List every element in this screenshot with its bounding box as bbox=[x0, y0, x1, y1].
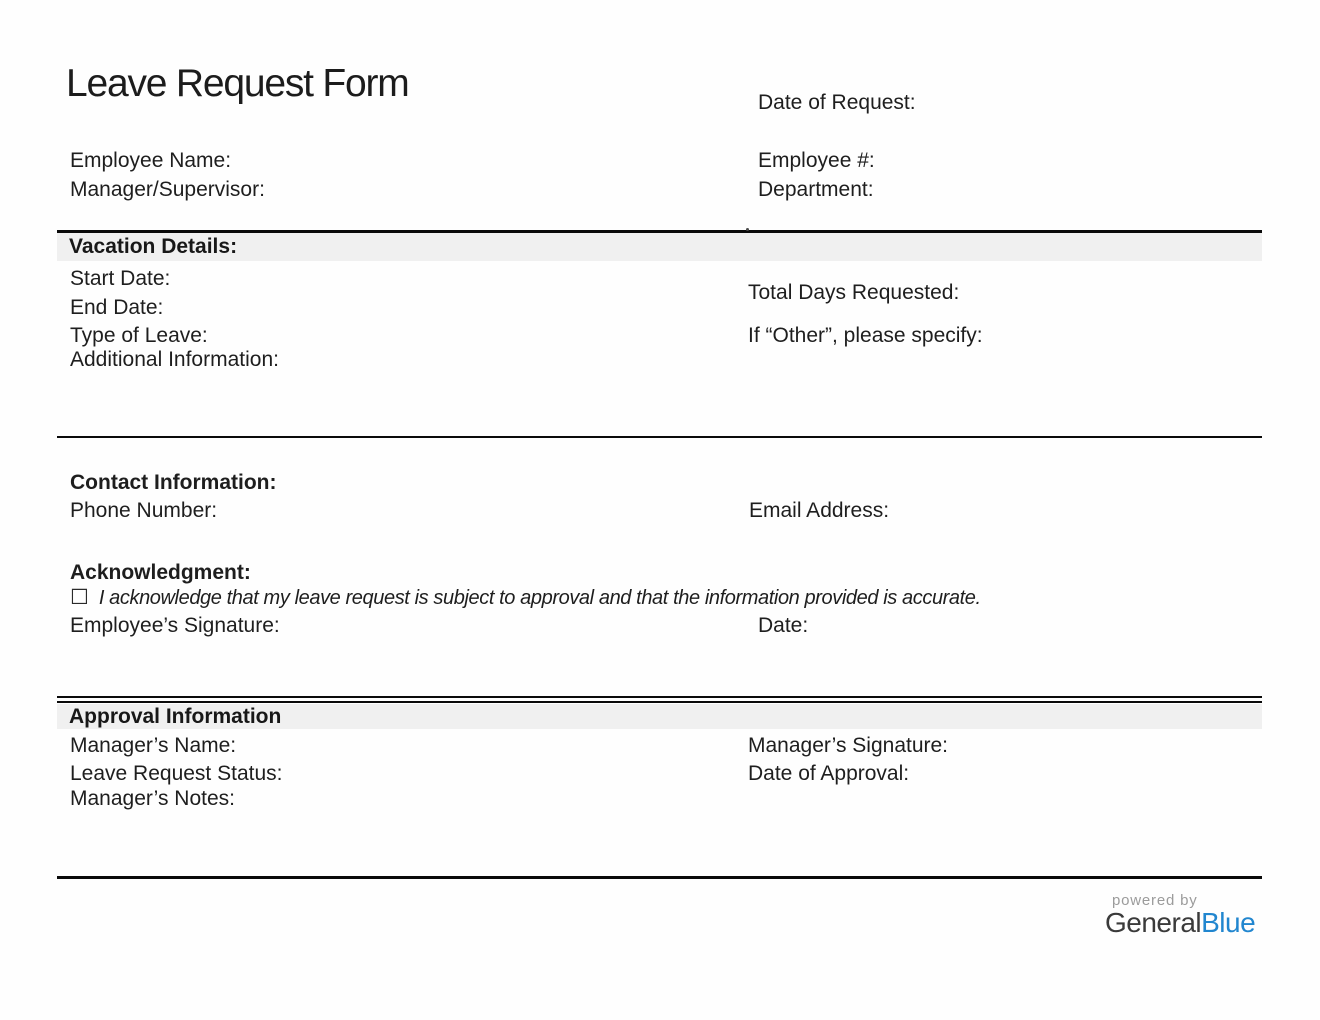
employee-number-label: Employee #: bbox=[758, 149, 875, 172]
department-label: Department: bbox=[758, 178, 874, 201]
page-title: Leave Request Form bbox=[66, 62, 409, 105]
manager-supervisor-label: Manager/Supervisor: bbox=[70, 178, 265, 201]
total-days-requested-label: Total Days Requested: bbox=[748, 281, 960, 304]
leave-request-status-label: Leave Request Status: bbox=[70, 762, 283, 785]
acknowledgment-heading: Acknowledgment: bbox=[70, 561, 251, 584]
brand-blue-text: Blue bbox=[1201, 907, 1256, 938]
start-date-label: Start Date: bbox=[70, 267, 171, 290]
other-specify-label: If “Other”, please specify: bbox=[748, 324, 983, 347]
footer-rule bbox=[57, 876, 1262, 879]
vacation-section-bottom-rule bbox=[57, 436, 1262, 438]
vacation-details-heading: Vacation Details: bbox=[69, 235, 238, 258]
manager-signature-label: Manager’s Signature: bbox=[748, 734, 949, 757]
brand-general-text: General bbox=[1105, 907, 1202, 938]
approval-section-bar bbox=[57, 704, 1262, 729]
acknowledgment-row bbox=[70, 585, 981, 610]
stray-dot bbox=[746, 228, 749, 231]
vacation-section-bar bbox=[57, 233, 1262, 261]
additional-information-label: Additional Information: bbox=[70, 348, 279, 371]
manager-notes-label: Manager’s Notes: bbox=[70, 787, 235, 810]
phone-number-label: Phone Number: bbox=[70, 499, 218, 522]
employee-signature-label: Employee’s Signature: bbox=[70, 614, 280, 637]
acknowledgment-statement: I acknowledge that my leave request is subject to approval and that the information provided is accurate. bbox=[98, 587, 981, 609]
generalblue-logo bbox=[1105, 907, 1255, 939]
employee-name-label: Employee Name: bbox=[70, 149, 232, 172]
powered-by-text: powered by bbox=[1112, 892, 1198, 909]
email-address-label: Email Address: bbox=[749, 499, 890, 522]
end-date-label: End Date: bbox=[70, 296, 164, 319]
acknowledgment-date-label: Date: bbox=[758, 614, 809, 637]
type-of-leave-label: Type of Leave: bbox=[70, 324, 208, 347]
contact-information-heading: Contact Information: bbox=[70, 471, 277, 494]
approval-information-heading: Approval Information bbox=[69, 704, 282, 728]
date-of-approval-label: Date of Approval: bbox=[748, 762, 910, 785]
date-of-request-label: Date of Request: bbox=[758, 91, 916, 114]
approval-section-double-rule bbox=[57, 696, 1262, 703]
checkbox-icon[interactable]: ☐ bbox=[70, 586, 89, 609]
manager-name-label: Manager’s Name: bbox=[70, 734, 237, 757]
